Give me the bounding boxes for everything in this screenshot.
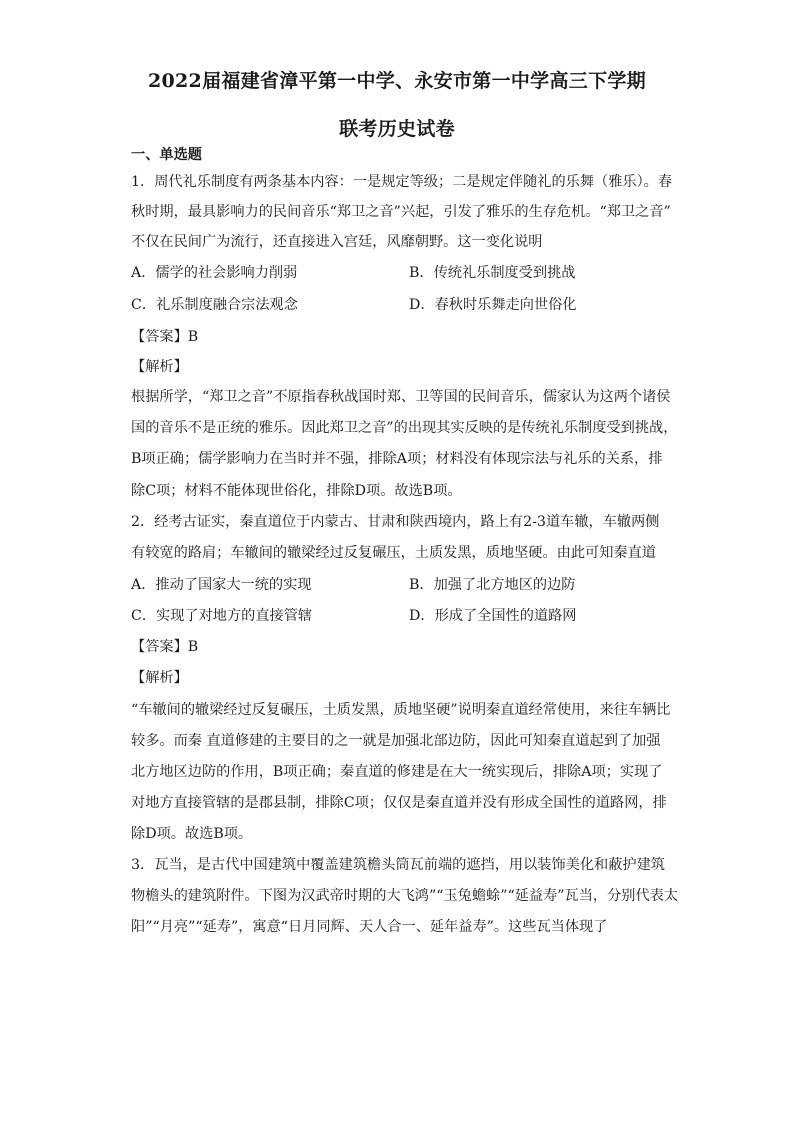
q2-analysis-line: 除D项。故选B项。: [131, 826, 253, 842]
q2-option-c: C．实现了对地方的直接管辖: [131, 608, 313, 624]
q1-analysis-line: 除C项；材料不能体现世俗化，排除D项。故选B项。: [131, 483, 462, 499]
q2-analysis-line: “车辙间的辙梁经过反复碾压，土质发黑，质地坚硬”说明秦直道经常使用，来往车辆比: [131, 702, 671, 718]
q1-option-b: B．传统礼乐制度受到挑战: [409, 265, 576, 281]
q2-stem-line: 有较宽的路肩；车辙间的辙梁经过反复碾压，土质发黑，质地坚硬。由此可知秦直道: [131, 545, 656, 561]
q1-analysis-label: 【解析】: [131, 359, 188, 375]
q1-stem-line: 秋时期，最具影响力的民间音乐“郑卫之音”兴起，引发了雅乐的生存危机。“郑卫之音”: [131, 204, 671, 220]
q1-option-a: A．儒学的社会影响力削弱: [131, 265, 298, 281]
q3-stem-line: 物檐头的建筑附件。下图为汉武帝时期的大飞鸿”“玉兔蟾蜍”“延益寿”瓦当，分别代表太: [131, 888, 679, 904]
q1-option-d: D．春秋时乐舞走向世俗化: [409, 297, 577, 313]
q2-option-d: D．形成了全国性的道路网: [409, 608, 577, 624]
q3-stem-line: 3．瓦当，是古代中国建筑中覆盖建筑檐头筒瓦前端的遮挡，用以装饰美化和蔽护建筑: [131, 857, 665, 873]
q3-stem-line: 阳”“月亮”“延寿”，寓意“日月同辉、天人合一、延年益寿”。这些瓦当体现了: [131, 919, 608, 935]
q2-stem-line: 2．经考古证实，秦直道位于内蒙古、甘肃和陕西境内，路上有2-3道车辙，车辙两侧: [131, 514, 660, 530]
document-title-line-1: 2022届福建省漳平第一中学、永安市第一中学高三下学期: [148, 70, 646, 92]
q1-analysis-line: 国的音乐不是正统的雅乐。因此郑卫之音”的出现其实反映的是传统礼乐制度受到挑战，: [131, 420, 678, 436]
section-heading: 一、单选题: [131, 147, 202, 163]
q2-analysis-line: 较多。而秦 直道修建的主要目的之一就是加强北部边防，因此可知秦直道起到了加强: [131, 733, 661, 749]
q1-option-c: C．礼乐制度融合宗法观念: [131, 297, 298, 313]
q2-analysis-line: 北方地区边防的作用，B项正确；秦直道的修建是在大一统实现后，排除A项；实现了: [131, 764, 663, 780]
q2-analysis-label: 【解析】: [131, 670, 188, 686]
q1-stem-line: 不仅在民间广为流行，还直接进入宫廷，风靡朝野。这一变化说明: [131, 234, 543, 250]
q1-analysis-line: B项正确；儒学影响力在当时并不强，排除A项；材料没有体现宗法与礼乐的关系，排: [131, 451, 663, 467]
q1-answer: 【答案】B: [131, 329, 199, 345]
document-title-line-2: 联考历史试卷: [339, 118, 455, 140]
q1-analysis-line: 根据所学，“郑卫之音”不原指春秋战国时郑、卫等国的民间音乐，儒家认为这两个诸侯: [131, 389, 671, 405]
q2-answer: 【答案】B: [131, 639, 199, 655]
q2-analysis-line: 对地方直接管辖的是郡县制，排除C项；仅仅是秦直道并没有形成全国性的道路网，排: [131, 795, 667, 811]
q1-stem-line: 1．周代礼乐制度有两条基本内容：一是规定等级；二是规定伴随礼的乐舞（雅乐）。春: [131, 174, 673, 190]
q2-option-b: B．加强了北方地区的边防: [409, 577, 576, 593]
q2-option-a: A．推动了国家大一统的实现: [131, 577, 312, 593]
